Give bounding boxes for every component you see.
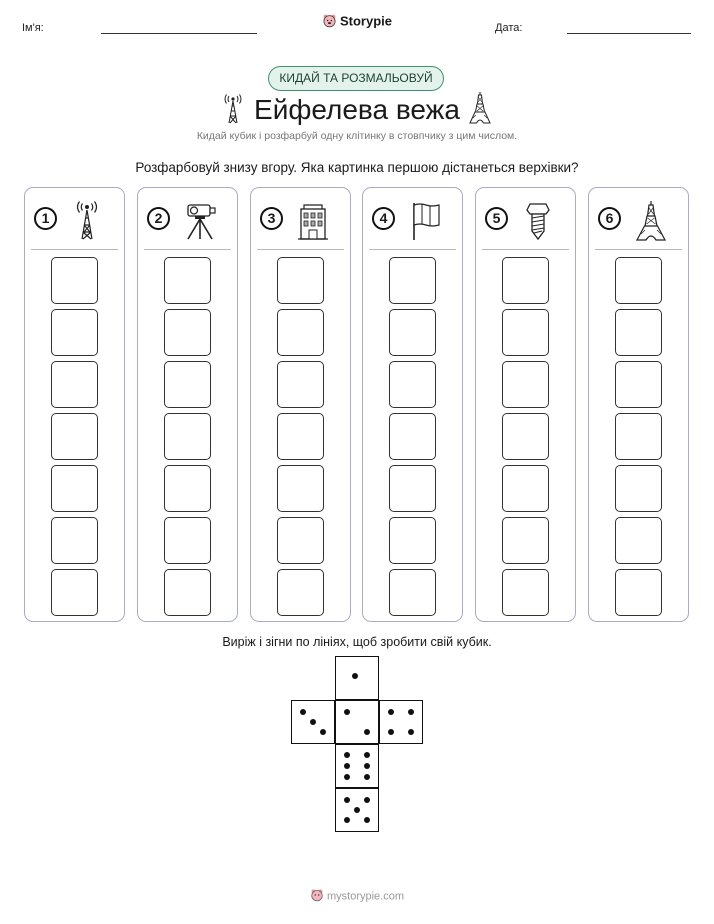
color-cell[interactable]	[164, 465, 211, 512]
color-cell[interactable]	[615, 413, 662, 460]
date-label: Дата:	[495, 22, 523, 34]
die-face-6	[335, 744, 379, 788]
column-divider	[144, 249, 231, 250]
color-cell[interactable]	[389, 517, 436, 564]
color-cell[interactable]	[277, 413, 324, 460]
die-pip	[352, 673, 358, 679]
color-cell[interactable]	[51, 309, 98, 356]
page-title: Ейфелева вежа	[254, 94, 460, 125]
die-face-5	[335, 788, 379, 832]
name-label: Ім'я:	[22, 22, 44, 34]
column-number: 3	[260, 207, 283, 230]
column-divider	[31, 249, 118, 250]
column-divider	[595, 249, 682, 250]
color-cell[interactable]	[502, 517, 549, 564]
footer	[0, 888, 714, 905]
column-divider	[482, 249, 569, 250]
color-cell[interactable]	[51, 361, 98, 408]
color-cell[interactable]	[615, 361, 662, 408]
brand	[0, 13, 714, 31]
radio-tower-icon	[70, 201, 104, 241]
color-cell[interactable]	[164, 569, 211, 616]
column-number: 6	[598, 207, 621, 230]
activity-pill: КИДАЙ ТА РОЗМАЛЬОВУЙ	[268, 66, 444, 91]
color-cell[interactable]	[502, 465, 549, 512]
color-cell[interactable]	[51, 257, 98, 304]
column-number: 1	[34, 207, 57, 230]
color-cell[interactable]	[51, 465, 98, 512]
brand-name: Storypie	[339, 13, 392, 29]
color-cell[interactable]	[502, 257, 549, 304]
color-cell[interactable]	[277, 465, 324, 512]
die-pip	[354, 807, 360, 813]
die-pip	[388, 709, 394, 715]
die-pip	[364, 817, 370, 823]
column-1	[24, 187, 125, 622]
die-pip	[364, 763, 370, 769]
die-pip	[344, 752, 350, 758]
color-cell[interactable]	[389, 569, 436, 616]
color-cell[interactable]	[164, 361, 211, 408]
column-number: 2	[147, 207, 170, 230]
column-3	[250, 187, 351, 622]
column-4	[362, 187, 463, 622]
color-cell[interactable]	[502, 413, 549, 460]
cube-instructions: Виріж і зігни по лініях, щоб зробити свій кубик.	[222, 635, 492, 649]
color-cell[interactable]	[389, 257, 436, 304]
footer-url[interactable]: mystorypie.com	[326, 890, 405, 903]
die-pip	[300, 709, 306, 715]
column-divider	[257, 249, 344, 250]
die-pip	[364, 729, 370, 735]
die-pip	[408, 709, 414, 715]
die-pip	[310, 719, 316, 725]
die-pip	[388, 729, 394, 735]
color-cell[interactable]	[615, 309, 662, 356]
column-divider	[369, 249, 456, 250]
instruction: Розфарбовуй знизу вгору. Яка картинка першою дістанеться верхівки?	[135, 160, 579, 175]
die-face-3	[291, 700, 335, 744]
color-cell[interactable]	[51, 413, 98, 460]
color-cell[interactable]	[615, 569, 662, 616]
color-cell[interactable]	[164, 309, 211, 356]
color-cell[interactable]	[277, 257, 324, 304]
die-pip	[408, 729, 414, 735]
die-face-4	[379, 700, 423, 744]
storypie-footer-logo-icon	[310, 888, 324, 905]
die-pip	[364, 774, 370, 780]
bolt-screw-icon	[521, 201, 555, 241]
column-2	[137, 187, 238, 622]
color-cell[interactable]	[389, 309, 436, 356]
color-cell[interactable]	[502, 361, 549, 408]
date-line[interactable]	[567, 33, 691, 34]
color-cell[interactable]	[502, 309, 549, 356]
color-cell[interactable]	[277, 569, 324, 616]
die-pip	[364, 797, 370, 803]
name-line[interactable]	[101, 33, 257, 34]
column-5	[475, 187, 576, 622]
color-cell[interactable]	[502, 569, 549, 616]
color-cell[interactable]	[615, 465, 662, 512]
column-6	[588, 187, 689, 622]
die-pip	[344, 774, 350, 780]
building-icon	[296, 201, 330, 241]
color-cell[interactable]	[277, 517, 324, 564]
die-pip	[344, 763, 350, 769]
color-cell[interactable]	[389, 413, 436, 460]
color-cell[interactable]	[51, 569, 98, 616]
surveyor-tripod-icon	[183, 201, 217, 241]
color-cell[interactable]	[389, 361, 436, 408]
die-pip	[344, 797, 350, 803]
die-pip	[364, 752, 370, 758]
subtitle: Кидай кубик і розфарбуй одну клітинку в стовпчику з цим числом.	[196, 130, 518, 142]
color-cell[interactable]	[164, 517, 211, 564]
color-cell[interactable]	[51, 517, 98, 564]
color-cell[interactable]	[389, 465, 436, 512]
eiffel-tower-title-icon	[469, 92, 491, 129]
die-face-2	[335, 700, 379, 744]
flag-icon	[408, 201, 442, 241]
storypie-logo-icon	[322, 13, 337, 31]
die-face-1	[335, 656, 379, 700]
die-pip	[320, 729, 326, 735]
column-number: 4	[372, 207, 395, 230]
color-cell[interactable]	[277, 309, 324, 356]
color-cell[interactable]	[164, 413, 211, 460]
eiffel-tower-icon	[634, 201, 668, 241]
color-cell[interactable]	[615, 257, 662, 304]
column-number: 5	[485, 207, 508, 230]
color-cell[interactable]	[615, 517, 662, 564]
color-cell[interactable]	[277, 361, 324, 408]
color-cell[interactable]	[164, 257, 211, 304]
die-pip	[344, 817, 350, 823]
die-pip	[344, 709, 350, 715]
